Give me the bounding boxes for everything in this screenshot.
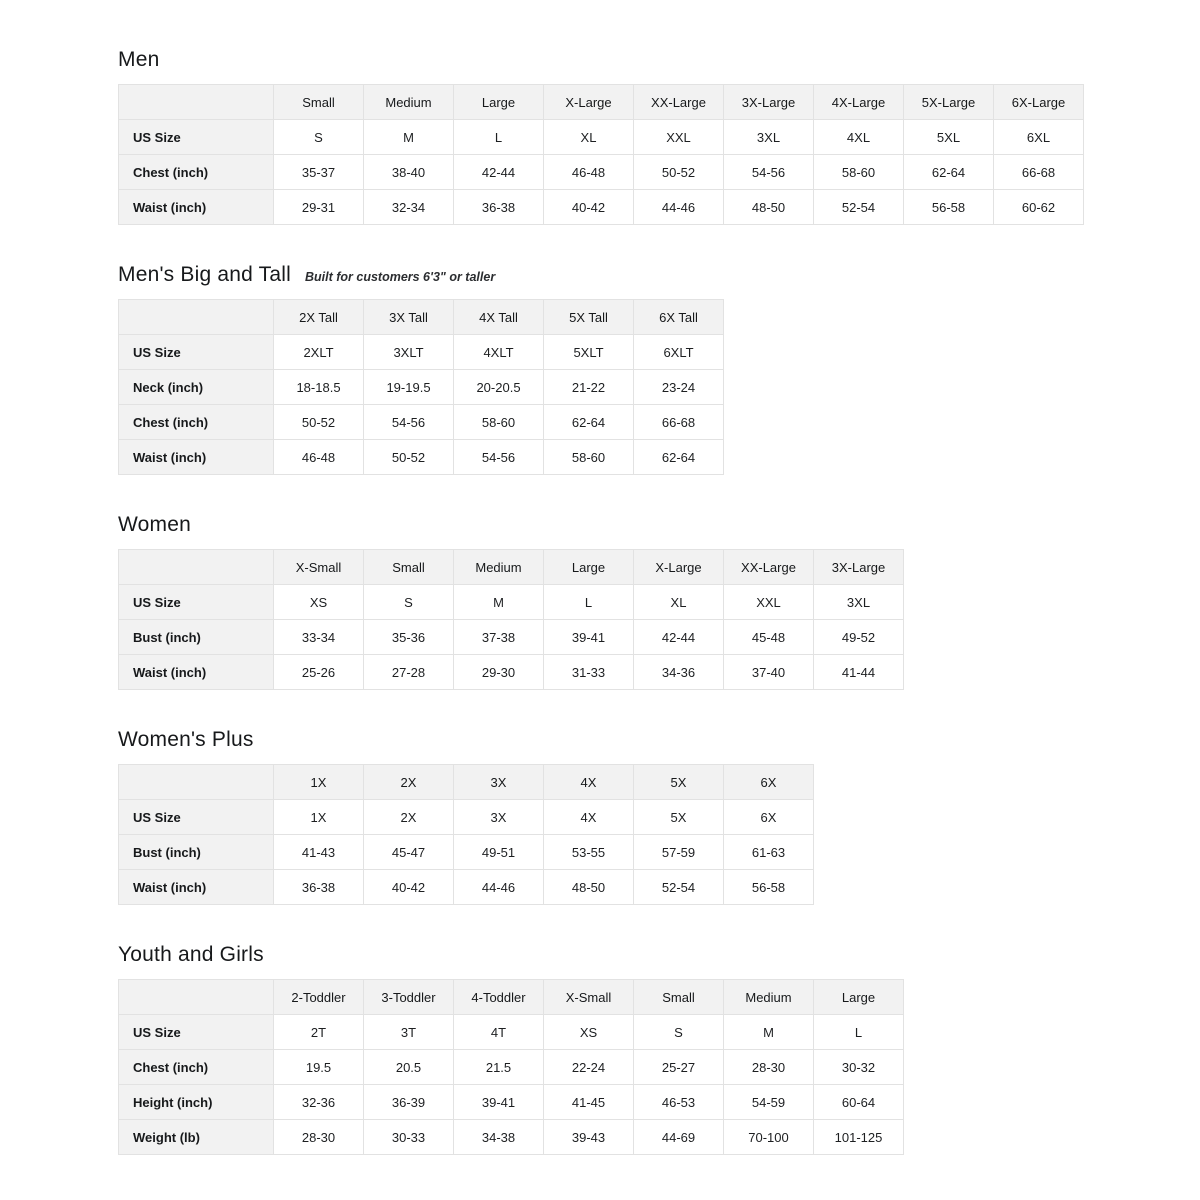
table-row xyxy=(119,1120,904,1155)
size-value-cell: 5XL xyxy=(904,120,994,155)
row-label: Chest (inch) xyxy=(119,155,274,190)
size-value-cell: 45-47 xyxy=(364,835,454,870)
size-value-cell: 29-30 xyxy=(454,655,544,690)
size-value-cell: 30-32 xyxy=(814,1050,904,1085)
size-value-cell: 37-40 xyxy=(724,655,814,690)
column-header: X-Small xyxy=(544,980,634,1015)
size-value-cell: 5XLT xyxy=(544,335,634,370)
column-header: 5X Tall xyxy=(544,300,634,335)
column-header: Medium xyxy=(724,980,814,1015)
row-label: Weight (lb) xyxy=(119,1120,274,1155)
size-value-cell: 18-18.5 xyxy=(274,370,364,405)
size-value-cell: 44-46 xyxy=(634,190,724,225)
size-value-cell: XS xyxy=(274,585,364,620)
section-title: Men's Big and Tall xyxy=(118,263,291,286)
size-value-cell: 37-38 xyxy=(454,620,544,655)
corner-cell xyxy=(119,300,274,335)
size-value-cell: S xyxy=(274,120,364,155)
section-title-row xyxy=(118,48,1200,72)
size-value-cell: 21-22 xyxy=(544,370,634,405)
size-section xyxy=(118,48,1200,225)
column-header: 5X xyxy=(634,765,724,800)
size-value-cell: 40-42 xyxy=(544,190,634,225)
size-value-cell: 39-41 xyxy=(454,1085,544,1120)
column-header: 2X xyxy=(364,765,454,800)
table-row xyxy=(119,370,724,405)
size-value-cell: 4XLT xyxy=(454,335,544,370)
column-header: 6X Tall xyxy=(634,300,724,335)
size-value-cell: 44-69 xyxy=(634,1120,724,1155)
size-value-cell: L xyxy=(544,585,634,620)
column-header: 4X-Large xyxy=(814,85,904,120)
column-header: 2-Toddler xyxy=(274,980,364,1015)
size-value-cell: 40-42 xyxy=(364,870,454,905)
section-title: Men xyxy=(118,48,160,71)
column-header: 6X xyxy=(724,765,814,800)
size-value-cell: 32-34 xyxy=(364,190,454,225)
size-value-cell: 57-59 xyxy=(634,835,724,870)
size-value-cell: 32-36 xyxy=(274,1085,364,1120)
size-value-cell: 52-54 xyxy=(634,870,724,905)
column-header: Medium xyxy=(454,550,544,585)
size-value-cell: 54-56 xyxy=(454,440,544,475)
header-row xyxy=(119,300,724,335)
table-row xyxy=(119,835,814,870)
size-value-cell: 20-20.5 xyxy=(454,370,544,405)
size-value-cell: 60-64 xyxy=(814,1085,904,1120)
size-value-cell: 29-31 xyxy=(274,190,364,225)
header-row xyxy=(119,550,904,585)
row-label: US Size xyxy=(119,585,274,620)
row-label: Waist (inch) xyxy=(119,870,274,905)
size-value-cell: 53-55 xyxy=(544,835,634,870)
size-table xyxy=(118,299,724,475)
section-subtitle: Built for customers 6'3" or taller xyxy=(304,270,496,284)
size-table xyxy=(118,84,1084,225)
size-value-cell: 44-46 xyxy=(454,870,544,905)
size-section xyxy=(118,728,1200,905)
size-value-cell: 19.5 xyxy=(274,1050,364,1085)
corner-cell xyxy=(119,765,274,800)
size-section xyxy=(118,513,1200,690)
section-title: Women xyxy=(118,513,191,536)
size-value-cell: 49-52 xyxy=(814,620,904,655)
size-value-cell: 3XL xyxy=(814,585,904,620)
size-value-cell: 20.5 xyxy=(364,1050,454,1085)
table-row xyxy=(119,655,904,690)
size-value-cell: 48-50 xyxy=(544,870,634,905)
size-value-cell: 45-48 xyxy=(724,620,814,655)
header-row xyxy=(119,765,814,800)
size-value-cell: 52-54 xyxy=(814,190,904,225)
size-value-cell: 39-41 xyxy=(544,620,634,655)
size-value-cell: 2T xyxy=(274,1015,364,1050)
column-header: XX-Large xyxy=(724,550,814,585)
section-title: Women's Plus xyxy=(118,728,254,751)
table-row xyxy=(119,155,1084,190)
section-title-row xyxy=(118,513,1200,537)
table-row xyxy=(119,585,904,620)
column-header: Small xyxy=(364,550,454,585)
size-value-cell: 46-48 xyxy=(544,155,634,190)
row-label: Neck (inch) xyxy=(119,370,274,405)
column-header: Small xyxy=(274,85,364,120)
row-label: Waist (inch) xyxy=(119,440,274,475)
size-value-cell: 25-27 xyxy=(634,1050,724,1085)
column-header: 2X Tall xyxy=(274,300,364,335)
size-value-cell: 27-28 xyxy=(364,655,454,690)
column-header: 4X xyxy=(544,765,634,800)
size-table xyxy=(118,979,904,1155)
size-value-cell: 1X xyxy=(274,800,364,835)
header-row xyxy=(119,980,904,1015)
size-value-cell: XXL xyxy=(634,120,724,155)
size-value-cell: 2X xyxy=(364,800,454,835)
section-title: Youth and Girls xyxy=(118,943,264,966)
size-value-cell: 28-30 xyxy=(724,1050,814,1085)
size-value-cell: 25-26 xyxy=(274,655,364,690)
size-value-cell: 2XLT xyxy=(274,335,364,370)
size-value-cell: 62-64 xyxy=(634,440,724,475)
table-row xyxy=(119,800,814,835)
size-value-cell: L xyxy=(454,120,544,155)
column-header: Large xyxy=(454,85,544,120)
size-value-cell: 56-58 xyxy=(904,190,994,225)
row-label: US Size xyxy=(119,1015,274,1050)
size-value-cell: 42-44 xyxy=(634,620,724,655)
size-value-cell: 3T xyxy=(364,1015,454,1050)
size-value-cell: XL xyxy=(634,585,724,620)
size-value-cell: 39-43 xyxy=(544,1120,634,1155)
table-row xyxy=(119,870,814,905)
column-header: 3-Toddler xyxy=(364,980,454,1015)
size-value-cell: 101-125 xyxy=(814,1120,904,1155)
size-value-cell: 70-100 xyxy=(724,1120,814,1155)
size-value-cell: 62-64 xyxy=(904,155,994,190)
size-value-cell: 36-38 xyxy=(274,870,364,905)
column-header: Large xyxy=(814,980,904,1015)
table-row xyxy=(119,405,724,440)
size-value-cell: 4T xyxy=(454,1015,544,1050)
size-value-cell: XL xyxy=(544,120,634,155)
column-header: X-Large xyxy=(634,550,724,585)
column-header: 4-Toddler xyxy=(454,980,544,1015)
column-header: 3X xyxy=(454,765,544,800)
size-value-cell: 4X xyxy=(544,800,634,835)
table-row xyxy=(119,1050,904,1085)
table-row xyxy=(119,1085,904,1120)
size-value-cell: 50-52 xyxy=(274,405,364,440)
size-value-cell: 35-37 xyxy=(274,155,364,190)
size-value-cell: 34-38 xyxy=(454,1120,544,1155)
size-value-cell: M xyxy=(454,585,544,620)
size-value-cell: 46-48 xyxy=(274,440,364,475)
size-value-cell: 41-43 xyxy=(274,835,364,870)
size-value-cell: 4XL xyxy=(814,120,904,155)
size-value-cell: 54-59 xyxy=(724,1085,814,1120)
size-value-cell: 36-38 xyxy=(454,190,544,225)
column-header: 3X Tall xyxy=(364,300,454,335)
size-value-cell: 34-36 xyxy=(634,655,724,690)
size-value-cell: 38-40 xyxy=(364,155,454,190)
size-value-cell: 54-56 xyxy=(364,405,454,440)
size-value-cell: 60-62 xyxy=(994,190,1084,225)
size-value-cell: 54-56 xyxy=(724,155,814,190)
size-value-cell: 6X xyxy=(724,800,814,835)
size-value-cell: 30-33 xyxy=(364,1120,454,1155)
size-value-cell: 62-64 xyxy=(544,405,634,440)
size-value-cell: 41-44 xyxy=(814,655,904,690)
column-header: XX-Large xyxy=(634,85,724,120)
size-value-cell: 3XLT xyxy=(364,335,454,370)
row-label: Bust (inch) xyxy=(119,620,274,655)
header-row xyxy=(119,85,1084,120)
size-value-cell: 6XLT xyxy=(634,335,724,370)
size-value-cell: 3XL xyxy=(724,120,814,155)
size-value-cell: L xyxy=(814,1015,904,1050)
size-value-cell: 50-52 xyxy=(364,440,454,475)
size-value-cell: 41-45 xyxy=(544,1085,634,1120)
corner-cell xyxy=(119,85,274,120)
table-row xyxy=(119,620,904,655)
row-label: Bust (inch) xyxy=(119,835,274,870)
size-value-cell: 46-53 xyxy=(634,1085,724,1120)
size-value-cell: 36-39 xyxy=(364,1085,454,1120)
size-value-cell: 5X xyxy=(634,800,724,835)
column-header: 5X-Large xyxy=(904,85,994,120)
size-value-cell: 23-24 xyxy=(634,370,724,405)
corner-cell xyxy=(119,980,274,1015)
row-label: US Size xyxy=(119,335,274,370)
row-label: Height (inch) xyxy=(119,1085,274,1120)
size-value-cell: 33-34 xyxy=(274,620,364,655)
size-value-cell: M xyxy=(364,120,454,155)
row-label: US Size xyxy=(119,120,274,155)
section-title-row xyxy=(118,263,1200,287)
table-row xyxy=(119,335,724,370)
size-value-cell: 61-63 xyxy=(724,835,814,870)
column-header: 1X xyxy=(274,765,364,800)
size-value-cell: 42-44 xyxy=(454,155,544,190)
size-value-cell: 3X xyxy=(454,800,544,835)
column-header: Large xyxy=(544,550,634,585)
column-header: Small xyxy=(634,980,724,1015)
table-row xyxy=(119,120,1084,155)
size-value-cell: 48-50 xyxy=(724,190,814,225)
size-value-cell: XXL xyxy=(724,585,814,620)
size-value-cell: XS xyxy=(544,1015,634,1050)
size-value-cell: 58-60 xyxy=(454,405,544,440)
row-label: Waist (inch) xyxy=(119,655,274,690)
size-value-cell: 49-51 xyxy=(454,835,544,870)
size-value-cell: 6XL xyxy=(994,120,1084,155)
column-header: 6X-Large xyxy=(994,85,1084,120)
size-value-cell: 66-68 xyxy=(994,155,1084,190)
size-value-cell: 66-68 xyxy=(634,405,724,440)
table-row xyxy=(119,190,1084,225)
size-value-cell: S xyxy=(634,1015,724,1050)
size-value-cell: S xyxy=(364,585,454,620)
size-value-cell: 22-24 xyxy=(544,1050,634,1085)
column-header: Medium xyxy=(364,85,454,120)
column-header: 3X-Large xyxy=(724,85,814,120)
size-value-cell: 35-36 xyxy=(364,620,454,655)
corner-cell xyxy=(119,550,274,585)
column-header: 4X Tall xyxy=(454,300,544,335)
size-value-cell: 58-60 xyxy=(544,440,634,475)
size-table xyxy=(118,549,904,690)
column-header: X-Small xyxy=(274,550,364,585)
size-value-cell: 28-30 xyxy=(274,1120,364,1155)
size-value-cell: 56-58 xyxy=(724,870,814,905)
table-row xyxy=(119,440,724,475)
size-value-cell: 21.5 xyxy=(454,1050,544,1085)
size-section xyxy=(118,263,1200,475)
row-label: Chest (inch) xyxy=(119,405,274,440)
size-table xyxy=(118,764,814,905)
column-header: 3X-Large xyxy=(814,550,904,585)
row-label: US Size xyxy=(119,800,274,835)
section-title-row xyxy=(118,943,1200,967)
table-row xyxy=(119,1015,904,1050)
section-title-row xyxy=(118,728,1200,752)
size-value-cell: 50-52 xyxy=(634,155,724,190)
size-value-cell: 19-19.5 xyxy=(364,370,454,405)
size-value-cell: M xyxy=(724,1015,814,1050)
column-header: X-Large xyxy=(544,85,634,120)
row-label: Waist (inch) xyxy=(119,190,274,225)
size-value-cell: 58-60 xyxy=(814,155,904,190)
size-value-cell: 31-33 xyxy=(544,655,634,690)
size-chart-sections xyxy=(118,48,1200,1155)
size-section xyxy=(118,943,1200,1155)
row-label: Chest (inch) xyxy=(119,1050,274,1085)
